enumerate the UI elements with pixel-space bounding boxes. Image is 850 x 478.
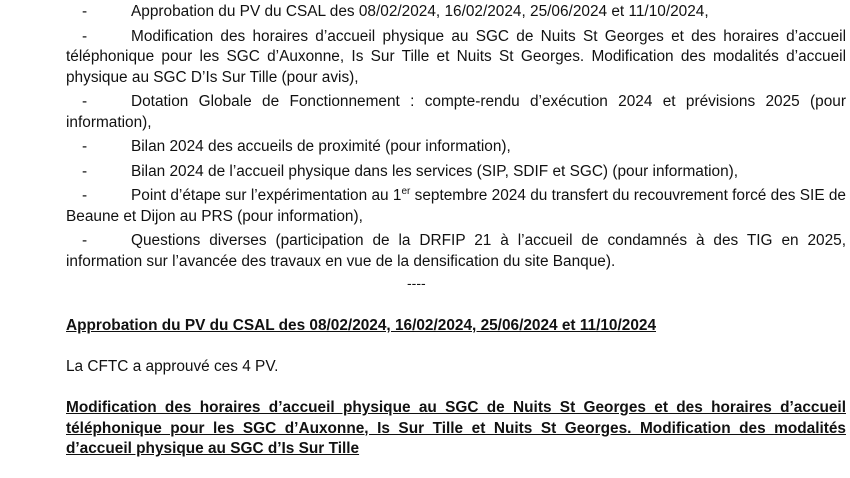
bullet-dash: - (82, 27, 88, 45)
section-title-pv: Approbation du PV du CSAL des 08/02/2024, 16/02/2024, 25/06/2024 et 11/10/2024 (66, 317, 657, 334)
agenda-item (66, 162, 846, 183)
section-separator: ---- (407, 275, 426, 291)
bullet-dash: - (82, 232, 88, 249)
agenda-item (66, 92, 846, 133)
agenda-item (66, 186, 846, 227)
bullet-dash: - (82, 93, 88, 110)
agenda-item (66, 27, 846, 89)
bullet-dash: - (82, 187, 88, 204)
ordinal-superscript: er (401, 185, 411, 197)
agenda-item-text: Bilan 2024 des accueils de proximité (pour information), (131, 138, 511, 155)
agenda-list (66, 2, 846, 276)
pv-approval-text: La CFTC a approuvé ces 4 PV. (66, 358, 279, 375)
agenda-item-text: Questions diverses (participation de la DRFIP 21 à l’accueil de condamnés à des TIG en 2025, information sur l’avancée des travaux en vue de la densification du site Banque). (66, 232, 846, 270)
agenda-item (66, 137, 846, 158)
agenda-item-text: Bilan 2024 de l’accueil physique dans les services (SIP, SDIF et SGC) (pour information), (131, 162, 739, 180)
section-title-horaires: Modification des horaires d’accueil physique au SGC de Nuits St Georges et des horaires d’accueil téléphonique pour les SGC d’Auxonne, Is Sur Tille et Nuits St Georges. Modification des modalités d’accueil physique au SGC d’Is Sur Tille (66, 399, 846, 457)
bullet-dash: - (82, 162, 88, 180)
agenda-item (66, 231, 846, 272)
bullet-dash: - (82, 138, 88, 155)
agenda-item-text: Point d’étape sur l’expérimentation au 1er septembre 2024 du transfert du recouvrement forcé des SIE de Beaune et Dijon au PRS (pour information), (66, 185, 846, 225)
agenda-item (66, 2, 846, 23)
agenda-item-text: Dotation Globale de Fonctionnement : compte-rendu d’exécution 2024 et prévisions 2025 (pour information), (66, 93, 846, 131)
bullet-dash: - (82, 3, 88, 20)
agenda-item-text: Approbation du PV du CSAL des 08/02/2024, 16/02/2024, 25/06/2024 et 11/10/2024, (131, 3, 709, 20)
agenda-item-text: Modification des horaires d’accueil physique au SGC de Nuits St Georges et des horaires d’accueil téléphonique pour les SGC d’Auxonne, Is Sur Tille et Nuits St Georges. Modification des modalités d’accueil physique au SGC D’Is Sur Tille (pour avis), (66, 27, 846, 86)
